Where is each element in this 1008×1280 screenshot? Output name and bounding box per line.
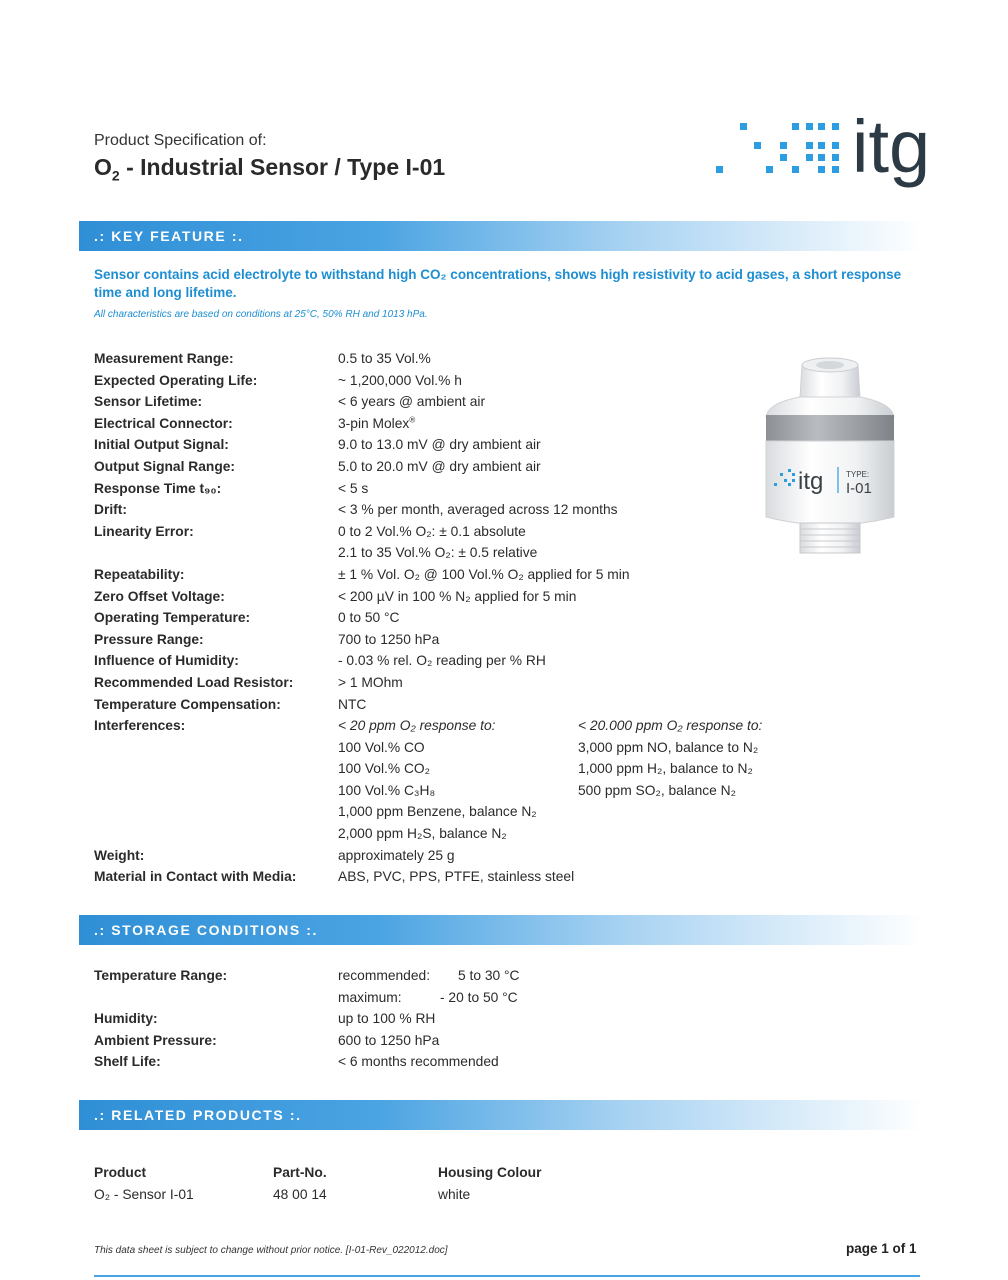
interference-item: 100 Vol.% CO <box>338 739 425 755</box>
key-feature-lead: Sensor contains acid electrolyte to withstand high CO₂ concentrations, shows high resistivity to acid gases, a short response time and long lifetime. <box>94 267 902 300</box>
interference-col1-head: < 20 ppm O₂ response to: <box>338 718 496 734</box>
spec-label: Weight: <box>94 847 145 863</box>
spec-value: 0.5 to 35 Vol.% <box>338 351 431 366</box>
interference-item: 1,000 ppm Benzene, balance N₂ <box>338 804 537 820</box>
spec-labels <box>94 348 334 888</box>
spec-label: Zero Offset Voltage: <box>94 588 225 604</box>
storage-label: Humidity: <box>94 1011 158 1027</box>
spec-value: 0 to 2 Vol.% O₂: ± 0.1 absolute <box>338 523 526 539</box>
spec-label: Response Time t₉₀: <box>94 480 222 496</box>
spec-label: Output Signal Range: <box>94 458 236 474</box>
spec-value: ~ 1,200,000 Vol.% h <box>338 372 462 388</box>
column-header-part-no: Part-No. <box>273 1165 327 1180</box>
spec-value: > 1 MOhm <box>338 674 403 690</box>
storage-temp-recommended: recommended: 5 to 30 °C <box>338 968 520 983</box>
spec-value: 0 to 50 °C <box>338 610 400 626</box>
section-bar-storage: .: STORAGE CONDITIONS :. <box>79 915 924 945</box>
sensor-image <box>760 355 900 565</box>
spec-value: ± 1 % Vol. O₂ @ 100 Vol.% O₂ applied for 5 min <box>338 566 630 582</box>
sensor-brand-label: itg <box>798 468 824 495</box>
spec-value: 9.0 to 13.0 mV @ dry ambient air <box>338 437 541 453</box>
footer-divider <box>94 1275 920 1277</box>
spec-value: 700 to 1250 hPa <box>338 631 440 647</box>
spec-label: Linearity Error: <box>94 523 194 539</box>
interference-item: 2,000 ppm H₂S, balance N₂ <box>338 826 507 842</box>
spec-value: < 200 µV in 100 % N₂ applied for 5 min <box>338 588 577 604</box>
spec-label: Temperature Compensation: <box>94 696 281 712</box>
spec-label: Drift: <box>94 502 127 518</box>
interference-item: 100 Vol.% CO₂ <box>338 761 431 777</box>
column-header-product: Product <box>94 1165 147 1180</box>
spec-label: Influence of Humidity: <box>94 653 239 669</box>
interference-col2-head: < 20.000 ppm O₂ response to: <box>578 718 763 733</box>
interference-col2 <box>578 715 908 801</box>
storage-label: Temperature Range: <box>94 968 228 983</box>
spec-label: Recommended Load Resistor: <box>94 674 294 690</box>
storage-label: Shelf Life: <box>94 1054 161 1070</box>
spec-label: Electrical Connector: <box>94 415 233 431</box>
footer-note: This data sheet is subject to change without prior notice. [I-01-Rev_022012.doc] <box>94 1245 448 1256</box>
spec-value: 5.0 to 20.0 mV @ dry ambient air <box>338 458 541 474</box>
storage-value: up to 100 % RH <box>338 1011 436 1027</box>
cell-product: O₂ - Sensor I-01 <box>94 1186 194 1202</box>
column-header-housing: Housing Colour <box>438 1165 542 1180</box>
storage-values <box>338 965 738 1073</box>
spec-value: NTC <box>338 696 367 712</box>
spec-label: Expected Operating Life: <box>94 372 258 388</box>
related-products-table <box>94 1162 914 1205</box>
spec-label: Initial Output Signal: <box>94 437 229 453</box>
storage-value: < 6 months recommended <box>338 1054 499 1070</box>
spec-value-connector: 3-pin Molex® <box>338 415 416 431</box>
storage-labels <box>94 965 334 1073</box>
spec-label: Material in Contact with Media: <box>94 869 297 885</box>
interference-item: 100 Vol.% C₃H₈ <box>338 782 436 798</box>
section-bar-key-feature: .: KEY FEATURE :. <box>79 221 924 251</box>
interference-item: 500 ppm SO₂, balance N₂ <box>578 782 736 798</box>
spec-value: < 3 % per month, averaged across 12 months <box>338 502 618 518</box>
table-header-row <box>94 1162 914 1184</box>
spec-label: Pressure Range: <box>94 631 204 647</box>
interference-item: 1,000 ppm H₂, balance to N₂ <box>578 761 753 777</box>
sensor-type-label: TYPE: <box>846 470 870 479</box>
spec-label: Interferences: <box>94 718 186 734</box>
spec-value: 2.1 to 35 Vol.% O₂: ± 0.5 relative <box>338 545 538 561</box>
cell-housing: white <box>438 1186 471 1202</box>
itg-logo <box>712 100 962 200</box>
document-title: $O_2$ - Industrial Sensor / Type I-01 <box>94 154 446 184</box>
logo-text: itg <box>852 105 931 188</box>
storage-temp-maximum: maximum: - 20 to 50 °C <box>338 989 518 1005</box>
interference-item: 3,000 ppm NO, balance to N₂ <box>578 739 759 755</box>
storage-label: Ambient Pressure: <box>94 1032 217 1048</box>
spec-label: Repeatability: <box>94 566 185 582</box>
sensor-model-label: I-01 <box>846 480 872 497</box>
table-row <box>94 1184 914 1206</box>
document-subtitle: Product Specification of: <box>94 132 267 149</box>
spec-label: Sensor Lifetime: <box>94 394 203 410</box>
spec-value: - 0.03 % rel. O₂ reading per % RH <box>338 653 546 669</box>
page-number: page 1 of 1 <box>846 1241 917 1256</box>
storage-value: 600 to 1250 hPa <box>338 1032 440 1048</box>
spec-value: approximately 25 g <box>338 847 455 863</box>
spec-value: ABS, PVC, PPS, PTFE, stainless steel <box>338 869 575 885</box>
spec-value: < 6 years @ ambient air <box>338 394 486 410</box>
spec-label: Operating Temperature: <box>94 610 251 626</box>
section-bar-related: .: RELATED PRODUCTS :. <box>79 1100 924 1130</box>
spec-value: < 5 s <box>338 480 369 496</box>
cell-part-no: 48 00 14 <box>273 1186 327 1202</box>
conditions-note: All characteristics are based on conditions at 25°C, 50% RH and 1013 hPa. <box>94 309 428 320</box>
spec-label: Measurement Range: <box>94 351 234 366</box>
spec-values <box>338 348 738 888</box>
